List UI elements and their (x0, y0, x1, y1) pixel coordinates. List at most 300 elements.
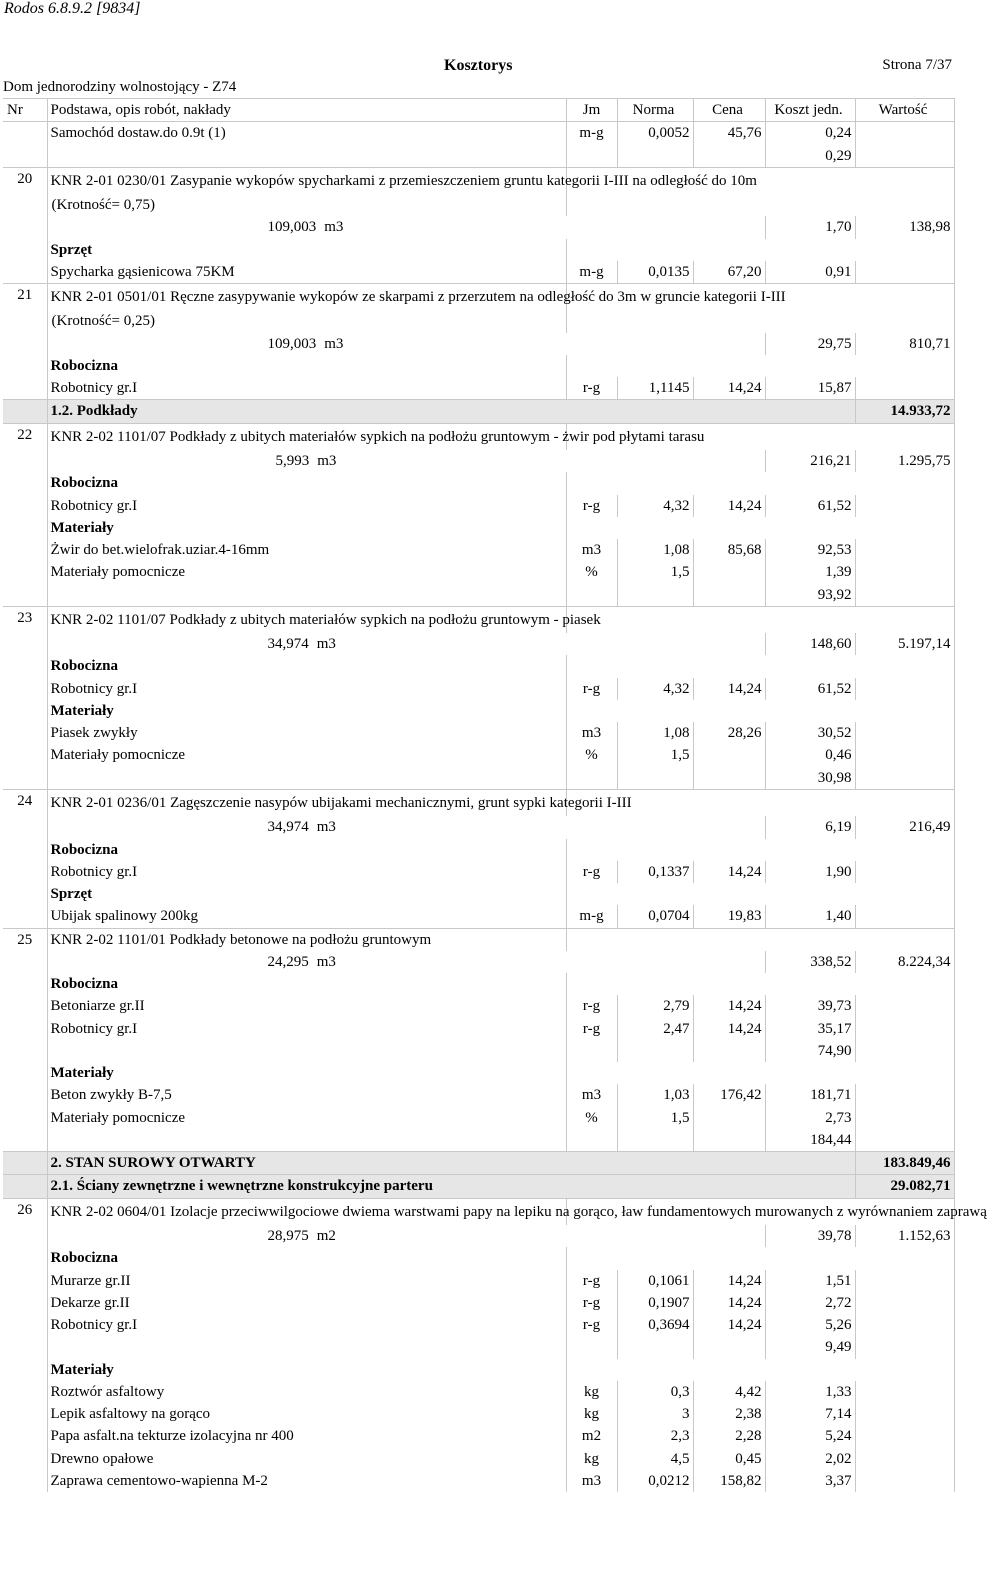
value-cell (855, 1084, 954, 1106)
unit-cell: r-g (566, 678, 617, 700)
unit-cell: r-g (566, 495, 617, 517)
unit-cell: kg (566, 1403, 617, 1425)
unit-cell: r-g (566, 1292, 617, 1314)
quantity-cell (47, 633, 765, 655)
unit-cost-cell: 0,91 (765, 261, 855, 284)
resource-row (3, 1448, 954, 1470)
unit-cost-cell: 1,90 (765, 861, 855, 883)
unit-cost-cell: 5,24 (765, 1425, 855, 1447)
resource-group-label: Materiały (47, 1062, 566, 1084)
nr-cell (3, 450, 47, 472)
resource-name: Betoniarze gr.II (47, 995, 566, 1017)
unit-cell (566, 767, 617, 790)
price-cell: 14,24 (693, 495, 765, 517)
position-row (3, 167, 954, 194)
position-number: 26 (3, 1198, 47, 1225)
section-title: 2.1. Ściany zewnętrzne i wewnętrzne konstrukcyjne parteru (47, 1175, 855, 1198)
nr-cell (3, 1040, 47, 1062)
section-value: 14.933,72 (855, 400, 954, 423)
position-filler (566, 606, 954, 633)
value-cell (855, 905, 954, 928)
col-header-desc: Podstawa, opis robót, nakłady (47, 99, 566, 122)
resource-group-header (3, 1247, 954, 1269)
price-cell: 28,26 (693, 722, 765, 744)
group-filler (566, 973, 954, 995)
nr-cell (3, 678, 47, 700)
subtotal-cell: 74,90 (765, 1040, 855, 1062)
unit-cost-cell: 2,73 (765, 1107, 855, 1129)
quantity-value: 28,975 (267, 1228, 309, 1245)
resource-name: Robotnicy gr.I (47, 377, 566, 400)
unit-cell: r-g (566, 995, 617, 1017)
unit-cost-cell: 1,39 (765, 561, 855, 583)
price-cell (693, 561, 765, 583)
price-cell (693, 1129, 765, 1152)
nr-cell (3, 1084, 47, 1106)
resource-row (3, 995, 954, 1017)
nr-cell (3, 816, 47, 838)
resource-name: Materiały pomocnicze (47, 744, 566, 766)
nr-cell (3, 722, 47, 744)
resource-name: Materiały pomocnicze (47, 1107, 566, 1129)
price-cell: 14,24 (693, 1292, 765, 1314)
nr-cell (3, 145, 47, 168)
resource-name: Dekarze gr.II (47, 1292, 566, 1314)
position-value: 138,98 (855, 216, 954, 238)
price-cell: 14,24 (693, 377, 765, 400)
norma-cell: 0,3694 (617, 1314, 693, 1336)
unit-cost-cell: 15,87 (765, 377, 855, 400)
cost-estimate-table (3, 98, 987, 1492)
group-filler (566, 1359, 954, 1381)
unit-cost-cell: 61,52 (765, 495, 855, 517)
nr-cell (3, 355, 47, 377)
section-value: 183.849,46 (855, 1152, 954, 1175)
nr-cell (3, 122, 47, 145)
desc-cell (47, 1336, 566, 1358)
page-number: Strona 7/37 (882, 57, 952, 73)
resource-group-header (3, 355, 954, 377)
desc-cell (47, 767, 566, 790)
resource-row (3, 905, 954, 928)
multiplier-row (3, 310, 954, 332)
unit-cell: kg (566, 1448, 617, 1470)
quantity-unit: m3 (324, 335, 344, 352)
nr-cell (3, 1175, 47, 1198)
resource-row (3, 1381, 954, 1403)
resource-row (3, 261, 954, 284)
nr-cell (3, 539, 47, 561)
quantity-value: 5,993 (275, 452, 310, 469)
position-number: 22 (3, 423, 47, 450)
quantity-unit: m3 (317, 452, 337, 469)
quantity-row (3, 1225, 954, 1247)
section-row (3, 400, 954, 423)
value-cell (855, 1470, 954, 1492)
unit-cost-cell: 1,33 (765, 1381, 855, 1403)
value-cell (855, 744, 954, 766)
price-cell: 158,82 (693, 1470, 765, 1492)
unit-cell (566, 145, 617, 168)
value-cell (855, 1314, 954, 1336)
group-filler (566, 355, 954, 377)
resource-row (3, 495, 954, 517)
resource-row (3, 722, 954, 744)
subtotal-row (3, 1040, 954, 1062)
position-unit-cost: 216,21 (765, 450, 855, 472)
resource-name: Spycharka gąsienicowa 75KM (47, 261, 566, 284)
multiplier-row (3, 194, 954, 216)
resource-group-label: Materiały (47, 1359, 566, 1381)
resource-row (3, 539, 954, 561)
group-filler (566, 839, 954, 861)
nr-cell (3, 1381, 47, 1403)
position-description: KNR 2-02 0604/01 Izolacje przeciwwilgociowe dwiema warstwami papy na lepiku na gorąco, ław fundamentowych murowanych z wyrównaniem zaprawą (47, 1198, 566, 1225)
resource-name: Żwir do bet.wielofrak.uziar.4-16mm (47, 539, 566, 561)
nr-cell (3, 400, 47, 423)
position-description: KNR 2-01 0236/01 Zagęszczenie nasypów ubijakami mechanicznymi, grunt sypki kategorii I-III (47, 789, 566, 816)
norma-cell: 1,03 (617, 1084, 693, 1106)
price-cell: 14,24 (693, 1314, 765, 1336)
resource-group-label: Materiały (47, 517, 566, 539)
unit-cost-cell: 2,72 (765, 1292, 855, 1314)
quantity-cell (47, 216, 765, 238)
position-row (3, 789, 954, 816)
norma-cell: 1,5 (617, 744, 693, 766)
nr-cell (3, 1152, 47, 1175)
price-cell (693, 584, 765, 607)
value-cell (855, 861, 954, 883)
position-description: KNR 2-02 1101/01 Podkłady betonowe na podłożu gruntowym (47, 928, 566, 951)
resource-group-header (3, 883, 954, 905)
position-description: KNR 2-02 1101/07 Podkłady z ubitych materiałów sypkich na podłożu gruntowym - żwir pod płytami tarasu (47, 423, 566, 450)
nr-cell (3, 333, 47, 355)
price-cell (693, 1040, 765, 1062)
unit-cell: m3 (566, 722, 617, 744)
col-header-wartosc: Wartość (855, 99, 954, 122)
resource-group-label: Sprzęt (47, 239, 566, 261)
col-header-jm: Jm (566, 99, 617, 122)
col-header-cena: Cena (693, 99, 765, 122)
position-row (3, 423, 954, 450)
price-cell: 14,24 (693, 1270, 765, 1292)
unit-cell: % (566, 1107, 617, 1129)
norma-cell: 2,79 (617, 995, 693, 1017)
project-name: Dom jednorodziny wolnostojący - Z74 (3, 79, 237, 95)
quantity-row (3, 816, 954, 838)
position-unit-cost: 6,19 (765, 816, 855, 838)
quantity-cell (47, 816, 765, 838)
resource-group-header (3, 239, 954, 261)
col-header-norma: Norma (617, 99, 693, 122)
value-cell (855, 1018, 954, 1040)
price-cell (693, 1107, 765, 1129)
price-cell: 67,20 (693, 261, 765, 284)
unit-cost-cell: 92,53 (765, 539, 855, 561)
norma-cell (617, 1129, 693, 1152)
position-value: 216,49 (855, 816, 954, 838)
group-filler (566, 517, 954, 539)
nr-cell (3, 883, 47, 905)
quantity-cell (47, 333, 765, 355)
quantity-row (3, 216, 954, 238)
nr-cell (3, 839, 47, 861)
position-unit-cost: 29,75 (765, 333, 855, 355)
unit-cost-cell: 61,52 (765, 678, 855, 700)
group-filler (566, 700, 954, 722)
position-row (3, 284, 954, 311)
nr-cell (3, 1448, 47, 1470)
norma-cell (617, 145, 693, 168)
position-number: 24 (3, 789, 47, 816)
quantity-cell (47, 450, 765, 472)
group-filler (566, 655, 954, 677)
unit-cost-cell: 7,14 (765, 1403, 855, 1425)
group-filler (566, 239, 954, 261)
value-cell (855, 539, 954, 561)
group-filler (566, 883, 954, 905)
resource-row (3, 1107, 954, 1129)
resource-group-label: Robocizna (47, 1247, 566, 1269)
quantity-cell (47, 951, 765, 973)
norma-cell (617, 1040, 693, 1062)
norma-cell: 4,32 (617, 495, 693, 517)
unit-cell: % (566, 744, 617, 766)
unit-cell: m3 (566, 539, 617, 561)
resource-row (3, 744, 954, 766)
resource-group-header (3, 472, 954, 494)
resource-group-header (3, 839, 954, 861)
nr-cell (3, 1292, 47, 1314)
price-cell: 45,76 (693, 122, 765, 145)
norma-cell: 0,0212 (617, 1470, 693, 1492)
desc-cell (47, 584, 566, 607)
subtotal-cell: 184,44 (765, 1129, 855, 1152)
quantity-row (3, 633, 954, 655)
resource-row (3, 1084, 954, 1106)
position-filler (566, 928, 954, 951)
norma-cell: 1,5 (617, 561, 693, 583)
resource-group-header (3, 1062, 954, 1084)
price-cell: 14,24 (693, 861, 765, 883)
resource-name: Robotnicy gr.I (47, 1314, 566, 1336)
position-number: 25 (3, 928, 47, 951)
unit-cost-cell: 1,51 (765, 1270, 855, 1292)
resource-group-label: Robocizna (47, 973, 566, 995)
nr-cell (3, 239, 47, 261)
unit-cell (566, 1129, 617, 1152)
nr-cell (3, 700, 47, 722)
price-cell: 2,38 (693, 1403, 765, 1425)
subtotal-row (3, 145, 954, 168)
quantity-unit: m2 (316, 1228, 336, 1245)
col-header-koszt: Koszt jedn. (765, 99, 855, 122)
price-cell: 4,42 (693, 1381, 765, 1403)
quantity-value: 34,974 (267, 636, 309, 653)
position-row (3, 928, 954, 951)
value-cell (855, 1381, 954, 1403)
price-cell: 0,45 (693, 1448, 765, 1470)
unit-cell: r-g (566, 1018, 617, 1040)
value-cell (855, 122, 954, 145)
nr-cell (3, 517, 47, 539)
value-cell (855, 1040, 954, 1062)
resource-row (3, 1314, 954, 1336)
unit-cost-cell: 3,37 (765, 1470, 855, 1492)
nr-cell (3, 194, 47, 216)
position-row (3, 606, 954, 633)
nr-cell (3, 216, 47, 238)
quantity-unit: m3 (316, 636, 336, 653)
unit-cell: m-g (566, 261, 617, 284)
quantity-unit: m3 (316, 819, 336, 836)
resource-name: Robotnicy gr.I (47, 678, 566, 700)
resource-name: Lepik asfaltowy na gorąco (47, 1403, 566, 1425)
norma-cell: 0,0052 (617, 122, 693, 145)
norma-cell: 1,5 (617, 1107, 693, 1129)
position-value: 1.152,63 (855, 1225, 954, 1247)
value-cell (855, 261, 954, 284)
section-title: 1.2. Podkłady (47, 400, 855, 423)
group-filler (566, 1062, 954, 1084)
value-cell (855, 1292, 954, 1314)
subtotal-cell: 30,98 (765, 767, 855, 790)
nr-cell (3, 261, 47, 284)
nr-cell (3, 1359, 47, 1381)
nr-cell (3, 905, 47, 928)
value-cell (855, 377, 954, 400)
position-number: 21 (3, 284, 47, 311)
nr-cell (3, 951, 47, 973)
resource-row (3, 861, 954, 883)
resource-row (3, 1018, 954, 1040)
resource-name: Ubijak spalinowy 200kg (47, 905, 566, 928)
nr-cell (3, 655, 47, 677)
nr-cell (3, 633, 47, 655)
unit-cost-cell: 1,40 (765, 905, 855, 928)
unit-cost-cell: 35,17 (765, 1018, 855, 1040)
unit-cost-cell: 5,26 (765, 1314, 855, 1336)
position-value: 1.295,75 (855, 450, 954, 472)
position-number: 20 (3, 167, 47, 194)
quantity-value: 34,974 (267, 819, 309, 836)
desc-cell (47, 1040, 566, 1062)
resource-group-header (3, 700, 954, 722)
value-cell (855, 1425, 954, 1447)
resource-name: Robotnicy gr.I (47, 1018, 566, 1040)
quantity-value: 109,003 (267, 219, 317, 236)
unit-cell: r-g (566, 861, 617, 883)
multiplier-filler (566, 310, 954, 332)
norma-cell: 0,1907 (617, 1292, 693, 1314)
subtotal-row (3, 584, 954, 607)
nr-cell (3, 310, 47, 332)
table-body (3, 122, 987, 1492)
nr-cell (3, 584, 47, 607)
unit-cost-cell: 30,52 (765, 722, 855, 744)
value-cell (855, 145, 954, 168)
nr-cell (3, 1403, 47, 1425)
norma-cell: 0,3 (617, 1381, 693, 1403)
price-cell (693, 744, 765, 766)
norma-cell: 1,08 (617, 722, 693, 744)
unit-cost-cell: 181,71 (765, 1084, 855, 1106)
price-cell: 19,83 (693, 905, 765, 928)
nr-cell (3, 1336, 47, 1358)
resource-row (3, 122, 954, 145)
unit-cell: m3 (566, 1084, 617, 1106)
unit-cell: m2 (566, 1425, 617, 1447)
app-title: Rodos 6.8.9.2 [9834] (4, 0, 141, 17)
resource-name: Murarze gr.II (47, 1270, 566, 1292)
subtotal-row (3, 1129, 954, 1152)
nr-cell (3, 1425, 47, 1447)
norma-cell: 2,47 (617, 1018, 693, 1040)
value-cell (855, 1336, 954, 1358)
subtotal-cell: 93,92 (765, 584, 855, 607)
unit-cell: r-g (566, 1270, 617, 1292)
norma-cell: 0,0135 (617, 261, 693, 284)
nr-cell (3, 973, 47, 995)
quantity-unit: m3 (316, 953, 336, 970)
resource-name: Drewno opałowe (47, 1448, 566, 1470)
nr-cell (3, 472, 47, 494)
position-unit-cost: 39,78 (765, 1225, 855, 1247)
value-cell (855, 1107, 954, 1129)
resource-name: Piasek zwykły (47, 722, 566, 744)
norma-cell: 1,08 (617, 539, 693, 561)
document-title: Kosztorys (444, 57, 513, 74)
resource-group-label: Robocizna (47, 472, 566, 494)
unit-cost-cell: 0,46 (765, 744, 855, 766)
position-description: KNR 2-02 1101/07 Podkłady z ubitych materiałów sypkich na podłożu gruntowym - piasek (47, 606, 566, 633)
value-cell (855, 767, 954, 790)
value-cell (855, 1270, 954, 1292)
subtotal-cell: 9,49 (765, 1336, 855, 1358)
resource-name: Papa asfalt.na tekturze izolacyjna nr 400 (47, 1425, 566, 1447)
price-cell (693, 145, 765, 168)
norma-cell (617, 584, 693, 607)
norma-cell: 4,5 (617, 1448, 693, 1470)
resource-group-label: Materiały (47, 700, 566, 722)
unit-cost-cell: 0,24 (765, 122, 855, 145)
multiplier-filler (566, 194, 954, 216)
value-cell (855, 1129, 954, 1152)
nr-cell (3, 377, 47, 400)
nr-cell (3, 1107, 47, 1129)
position-value: 8.224,34 (855, 951, 954, 973)
quantity-row (3, 450, 954, 472)
price-cell (693, 767, 765, 790)
value-cell (855, 584, 954, 607)
resource-row (3, 1270, 954, 1292)
unit-cell (566, 584, 617, 607)
resource-name: Beton zwykły B-7,5 (47, 1084, 566, 1106)
resource-group-header (3, 973, 954, 995)
resource-row (3, 1470, 954, 1492)
section-value: 29.082,71 (855, 1175, 954, 1198)
section-row (3, 1152, 954, 1175)
resource-group-header (3, 1359, 954, 1381)
price-cell: 2,28 (693, 1425, 765, 1447)
nr-cell (3, 744, 47, 766)
price-cell: 14,24 (693, 995, 765, 1017)
resource-group-label: Robocizna (47, 655, 566, 677)
resource-name: Materiały pomocnicze (47, 561, 566, 583)
nr-cell (3, 1314, 47, 1336)
norma-cell: 1,1145 (617, 377, 693, 400)
nr-cell (3, 1018, 47, 1040)
